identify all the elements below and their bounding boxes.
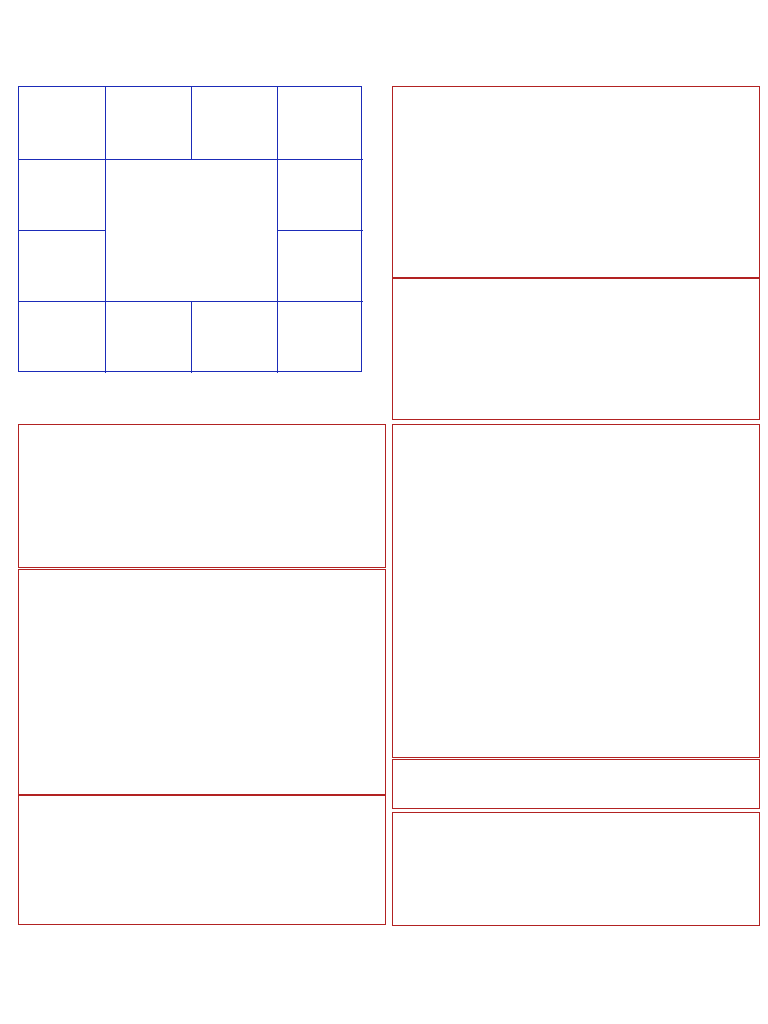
planets-frame: [392, 278, 760, 420]
dasha-table: [392, 456, 760, 758]
sig-planets-frame: [18, 424, 386, 568]
panchanga-frame: [18, 795, 386, 925]
birth-chart: [18, 86, 362, 372]
ruling-frame: [392, 759, 760, 809]
sig-cusps-frame: [18, 569, 386, 795]
cusps-frame: [392, 86, 760, 278]
legend-frame: [392, 812, 760, 926]
